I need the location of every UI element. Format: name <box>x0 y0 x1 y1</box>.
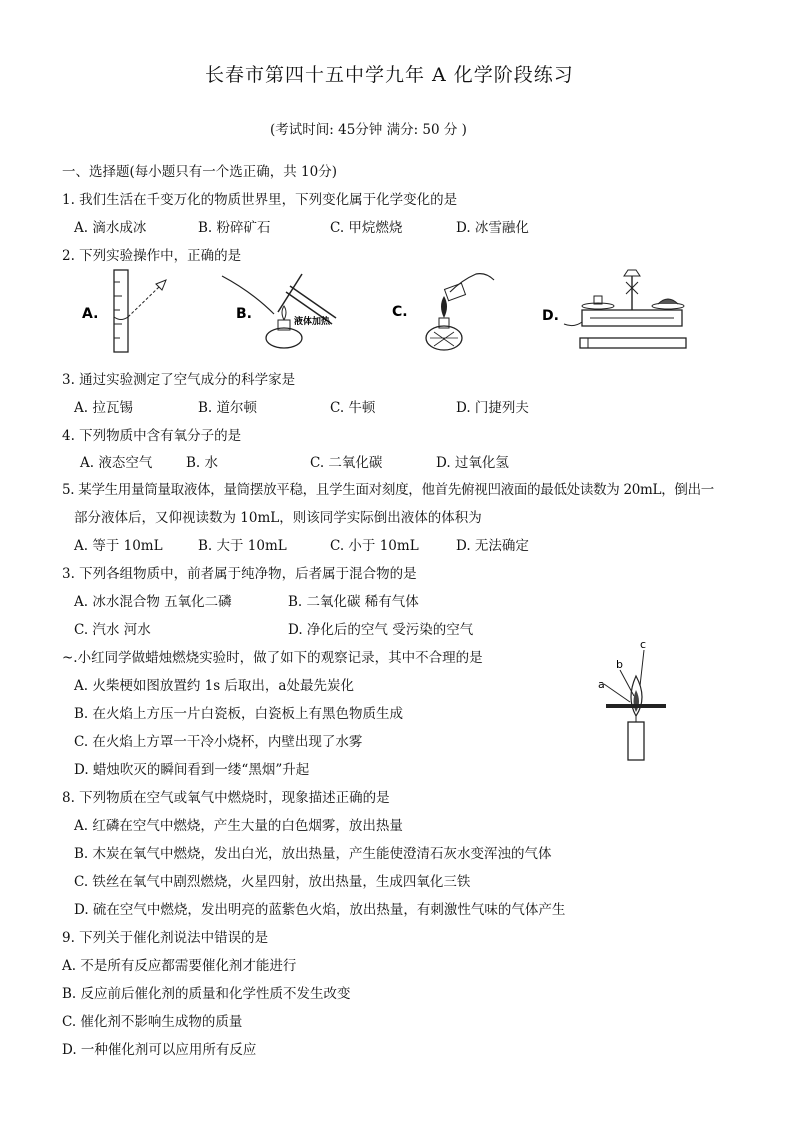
figure-b-label: B. <box>236 306 252 322</box>
question-4-option-a: A. 液态空气 <box>80 455 153 471</box>
question-8-option-d: D. 硫在空气中燃烧，发出明亮的蓝紫色火焰，放出热量，有刺激性气味的气体产生 <box>74 902 566 918</box>
figure-candle-flame <box>596 636 676 764</box>
question-6-option-c: C. 汽水 河水 <box>74 622 151 638</box>
question-7-option-b: B. 在火焰上方压一片白瓷板，白瓷板上有黑色物质生成 <box>74 706 404 722</box>
section-heading: 一、选择题(每小题只有一个选正确，共 10分) <box>62 164 338 180</box>
question-4-stem: 4. 下列物质中含有氧分子的是 <box>62 428 242 444</box>
question-7-stem: ~.小红同学做蜡烛燃烧实验时，做了如下的观察记录，其中不合理的是 <box>62 650 483 666</box>
question-3-option-d: D. 门捷列夫 <box>456 400 529 416</box>
figure-c-alcohol-lamp <box>390 262 510 354</box>
figure-d-label: D. <box>542 308 559 324</box>
question-7-option-c: C. 在火焰上方罩一干冷小烧杯，内壁出现了水雾 <box>74 734 363 750</box>
question-8-option-c: C. 铁丝在氧气中剧烈燃烧，火星四射，放出热量，生成四氧化三铁 <box>74 874 471 890</box>
question-9-option-d: D. 一种催化剂可以应用所有反应 <box>62 1042 257 1058</box>
question-6-option-d: D. 净化后的空气 受污染的空气 <box>288 622 474 638</box>
question-6-stem: 3. 下列各组物质中，前者属于纯净物，后者属于混合物的是 <box>62 566 417 582</box>
question-5-option-d: D. 无法确定 <box>456 538 529 554</box>
question-1-stem: 1. 我们生活在千变万化的物质世界里，下列变化属于化学变化的是 <box>62 192 458 208</box>
figure-b-liquid-heating <box>222 262 362 354</box>
question-6-option-a: A. 冰水混合物 五氧化二磷 <box>74 594 232 610</box>
question-7-option-a: A. 火柴梗如图放置约 1s 后取出，a处最先炭化 <box>74 678 354 694</box>
question-5-option-b: B. 大于 10mL <box>198 538 287 554</box>
question-3-option-a: A. 拉瓦锡 <box>74 400 133 416</box>
question-5-option-a: A. 等于 10mL <box>74 538 163 554</box>
question-9-stem: 9. 下列关于催化剂说法中错误的是 <box>62 930 269 946</box>
question-1-option-a: A. 滴水成冰 <box>74 220 147 236</box>
question-9-option-c: C. 催化剂不影响生成物的质量 <box>62 1014 243 1030</box>
question-1-option-d: D. 冰雪融化 <box>456 220 529 236</box>
candle-label-b: b <box>616 658 623 671</box>
question-5-option-c: C. 小于 10mL <box>330 538 419 554</box>
candle-label-a: a <box>598 678 605 691</box>
figure-c-label: C. <box>392 304 408 320</box>
question-4-option-d: D. 过氧化氢 <box>436 455 509 471</box>
question-6-option-b: B. 二氧化碳 稀有气体 <box>288 594 419 610</box>
question-1-option-c: C. 甲烷燃烧 <box>330 220 403 236</box>
question-5-stem-line-1: 5. 某学生用量筒量取液体，量筒摆放平稳，且学生面对刻度，他首先俯视凹液面的最低处读数为 20mL，倒出一 <box>62 482 715 498</box>
question-5-stem-line-2: 部分液体后，又仰视读数为 10mL，则该同学实际倒出液体的体积为 <box>74 510 482 526</box>
question-8-option-a: A. 红磷在空气中燃烧，产生大量的白色烟雾，放出热量 <box>74 818 403 834</box>
candle-label-c: c <box>640 638 647 651</box>
question-8-option-b: B. 木炭在氧气中燃烧，发出白光，放出热量，产生能使澄清石灰水变浑浊的气体 <box>74 846 552 862</box>
heating-label: 液体加热 <box>294 317 331 327</box>
question-3-stem: 3. 通过实验测定了空气成分的科学家是 <box>62 372 296 388</box>
page-title: 长春市第四十五中学九年 A 化学阶段练习 <box>205 64 574 86</box>
question-3-option-b: B. 道尔顿 <box>198 400 258 416</box>
figure-a-label: A. <box>82 306 99 322</box>
question-4-option-c: C. 二氧化碳 <box>310 455 383 471</box>
question-8-stem: 8. 下列物质在空气或氧气中燃烧时，现象描述正确的是 <box>62 790 390 806</box>
question-9-option-b: B. 反应前后催化剂的质量和化学性质不发生改变 <box>62 986 351 1002</box>
question-9-option-a: A. 不是所有反应都需要催化剂才能进行 <box>62 958 297 974</box>
question-4-option-b: B. 水 <box>186 455 219 471</box>
question-3-option-c: C. 牛顿 <box>330 400 376 416</box>
question-7-option-d: D. 蜡烛吹灭的瞬间看到一缕“黑烟”升起 <box>74 762 310 778</box>
figure-d-balance <box>540 262 710 354</box>
figure-a-graduated-cylinder <box>78 262 178 354</box>
exam-info: (考试时间: 45分钟 满分: 50 分 ) <box>270 122 467 138</box>
question-1-option-b: B. 粉碎矿石 <box>198 220 271 236</box>
question-2-stem: 2. 下列实验操作中，正确的是 <box>62 248 242 264</box>
